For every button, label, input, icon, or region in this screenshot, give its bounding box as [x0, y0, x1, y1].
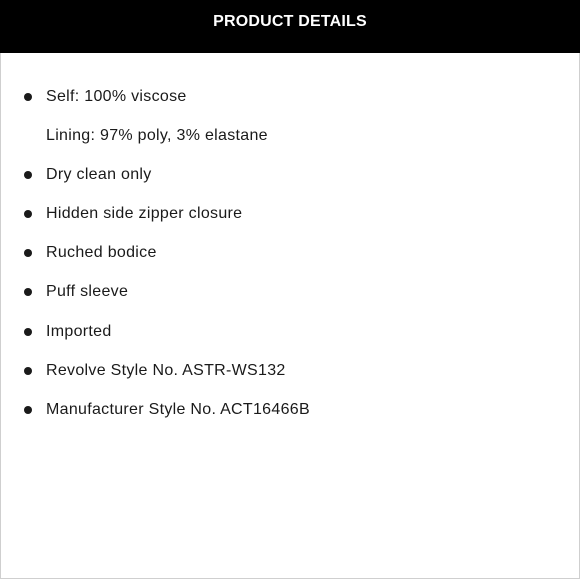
bullet-icon	[24, 328, 32, 336]
detail-text: Revolve Style No. ASTR-WS132	[46, 362, 286, 379]
detail-text: Imported	[46, 323, 112, 340]
detail-item	[0, 398, 580, 422]
detail-text: Manufacturer Style No. ACT16466B	[46, 401, 310, 418]
detail-item	[0, 241, 580, 265]
detail-text: Puff sleeve	[46, 283, 129, 300]
section-header	[0, 0, 580, 53]
detail-item	[0, 163, 580, 187]
detail-item	[0, 280, 580, 304]
section-title: PRODUCT DETAILS	[213, 12, 367, 30]
bullet-icon	[24, 93, 32, 101]
detail-item	[0, 202, 580, 226]
detail-item	[0, 85, 580, 109]
bullet-icon	[24, 367, 32, 375]
detail-text: Dry clean only	[46, 166, 152, 183]
bullet-icon	[24, 210, 32, 218]
bullet-icon	[24, 406, 32, 414]
detail-item-continuation	[0, 124, 580, 148]
bullet-icon	[24, 171, 32, 179]
bullet-icon	[24, 288, 32, 296]
detail-text: Ruched bodice	[46, 244, 157, 261]
detail-text: Lining: 97% poly, 3% elastane	[46, 127, 268, 144]
detail-item	[0, 359, 580, 383]
detail-text: Hidden side zipper closure	[46, 205, 243, 222]
detail-item	[0, 320, 580, 344]
bullet-icon	[24, 249, 32, 257]
detail-text: Self: 100% viscose	[46, 88, 187, 105]
